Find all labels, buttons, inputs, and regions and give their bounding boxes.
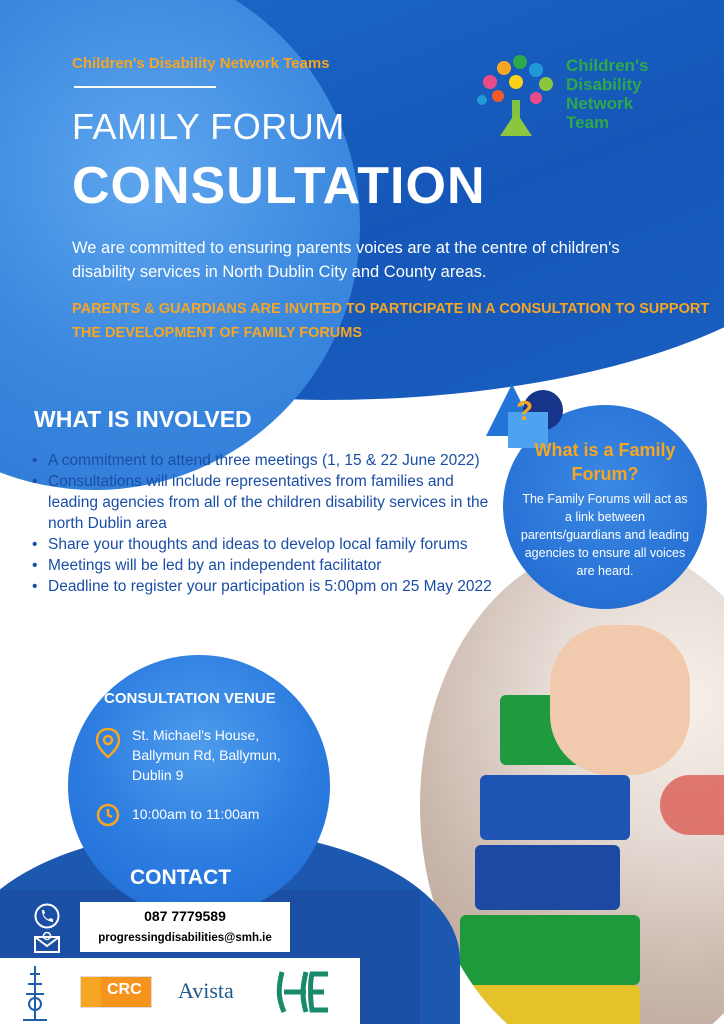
list-item: • Meetings will be led by an independent facilitator	[32, 555, 502, 576]
crc-logo	[80, 976, 152, 1008]
contact-box	[80, 902, 290, 952]
org-label: Children's Disability Network Teams	[72, 55, 330, 72]
what-is-involved-heading: WHAT IS INVOLVED	[34, 406, 252, 432]
title-divider	[74, 86, 216, 88]
invite-text: PARENTS & GUARDIANS ARE INVITED TO PARTICIPATE IN A CONSULTATION TO SUPPORT THE DEVELOPMENT OF FAMILY FORUMS	[72, 301, 710, 341]
list-item: • Consultations will include representatives from families and leading agencies from all of the children disability services in the north Dublin area	[32, 471, 502, 534]
green-block	[460, 915, 640, 985]
venue-address: St. Michael's House, Ballymun Rd, Ballymun, Dublin 9	[132, 727, 281, 783]
intro-text: We are committed to ensuring parents voices are at the centre of children's disability services in North Dublin City and County areas.	[72, 239, 620, 281]
yellow-block	[440, 985, 640, 1024]
child-hand	[550, 625, 690, 775]
family-forum-description: The Family Forums will act as a link between parents/guardians and leading agencies to ensure all voices are heard.	[520, 492, 690, 578]
smh-logo-icon	[18, 964, 52, 1022]
hse-logo-icon	[276, 968, 332, 1014]
cdnt-logo-text: Children's Disability Network Team	[566, 56, 649, 132]
page-title-emphasis: CONSULTATION	[72, 157, 486, 215]
partner-logos-bar	[0, 958, 360, 1024]
child-blocks-photo	[420, 545, 724, 1024]
list-item: • A commitment to attend three meetings (1, 15 & 22 June 2022)	[32, 450, 502, 471]
question-mark-icon: ?	[516, 395, 534, 426]
location-pin-icon	[96, 728, 120, 758]
phone-number[interactable]: 087 7779589	[144, 908, 226, 924]
blue-block	[475, 845, 620, 910]
involved-list	[32, 450, 502, 597]
list-item: • Deadline to register your participation is 5:00pm on 25 May 2022	[32, 576, 502, 597]
page-title: FAMILY FORUM	[72, 106, 345, 147]
list-item: • Share your thoughts and ideas to develop local family forums	[32, 534, 502, 555]
family-forum-title: What is a Family Forum?	[534, 440, 676, 484]
crc-logo-text: CRC	[107, 981, 142, 998]
clock-icon	[96, 803, 120, 827]
phone-icon	[34, 903, 60, 929]
venue-heading: CONSULTATION VENUE	[104, 690, 276, 707]
venue-time: 10:00am to 11:00am	[132, 806, 260, 822]
email-address[interactable]: progressingdisabilities@smh.ie	[98, 932, 272, 944]
crc-logo-icon	[81, 977, 101, 1007]
contact-heading: CONTACT	[130, 866, 232, 889]
mail-icon	[34, 931, 60, 953]
avista-logo-text: Avista	[178, 978, 234, 1003]
blue-block	[480, 775, 630, 840]
red-toy-blur	[660, 775, 724, 835]
